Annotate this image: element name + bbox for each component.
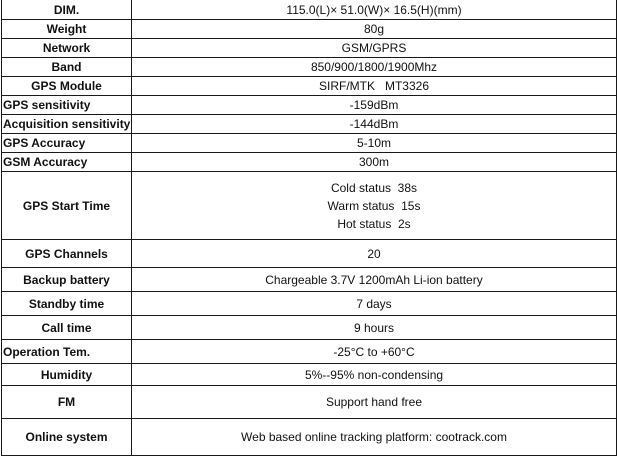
row-label: Backup battery <box>2 268 132 292</box>
row-label: Call time <box>2 316 132 340</box>
row-label: GPS Start Time <box>2 172 132 240</box>
row-value <box>132 172 617 240</box>
row-value: Chargeable 3.7V 1200mAh Li-ion battery <box>132 268 617 292</box>
row-value: 300m <box>132 153 617 172</box>
row-value: 850/900/1800/1900Mhz <box>132 58 617 77</box>
row-value: -144dBm <box>132 115 617 134</box>
row-value: 5-10m <box>132 134 617 153</box>
table-row-gps-module <box>2 77 617 96</box>
table-row-gps-channels <box>2 240 617 268</box>
row-label: Weight <box>2 20 132 39</box>
table-row-dim <box>2 0 617 20</box>
table-row-gsm-accuracy <box>2 153 617 172</box>
row-label: Operation Tem. <box>2 340 132 364</box>
row-value: Support hand free <box>132 386 617 419</box>
row-label: Acquisition sensitivity <box>2 115 132 134</box>
warm-status-line: Warm status 15s <box>327 198 421 213</box>
row-value: 80g <box>132 20 617 39</box>
row-value: -159dBm <box>132 96 617 115</box>
table-row-acquisition-sensitivity <box>2 115 617 134</box>
table-row-gps-start-time <box>2 172 617 240</box>
row-label: GPS sensitivity <box>2 96 132 115</box>
row-value: Web based online tracking platform: cootrack.com <box>132 419 617 456</box>
cold-status-line: Cold status 38s <box>330 180 418 195</box>
specifications-table <box>1 0 617 456</box>
row-label: Network <box>2 39 132 58</box>
table-row-band <box>2 58 617 77</box>
table-row-gps-sensitivity <box>2 96 617 115</box>
row-value: 7 days <box>132 292 617 316</box>
row-label: Standby time <box>2 292 132 316</box>
table-row-online-system <box>2 419 617 456</box>
table-row-humidity <box>2 364 617 386</box>
hot-status-line: Hot status 2s <box>337 216 411 231</box>
row-label: Humidity <box>2 364 132 386</box>
row-value: GSM/GPRS <box>132 39 617 58</box>
table-row-backup-battery <box>2 268 617 292</box>
table-row-gps-accuracy <box>2 134 617 153</box>
row-value: -25°C to +60°C <box>132 340 617 364</box>
table-row-weight <box>2 20 617 39</box>
row-value: 5%--95% non-condensing <box>132 364 617 386</box>
row-label: FM <box>2 386 132 419</box>
row-label: GPS Module <box>2 77 132 96</box>
table-row-network <box>2 39 617 58</box>
table-row-call-time <box>2 316 617 340</box>
table-row-operation-temperature <box>2 340 617 364</box>
row-label: GPS Channels <box>2 240 132 268</box>
table-row-standby-time <box>2 292 617 316</box>
row-label: Online system <box>2 419 132 456</box>
row-value: 20 <box>132 240 617 268</box>
table-row-fm <box>2 386 617 419</box>
row-label: GPS Accuracy <box>2 134 132 153</box>
row-label: DIM. <box>2 0 132 20</box>
row-label: GSM Accuracy <box>2 153 132 172</box>
row-value: 9 hours <box>132 316 617 340</box>
row-label: Band <box>2 58 132 77</box>
row-value: 115.0(L)× 51.0(W)× 16.5(H)(mm) <box>132 0 617 20</box>
row-value: SIRF/MTK MT3326 <box>132 77 617 96</box>
